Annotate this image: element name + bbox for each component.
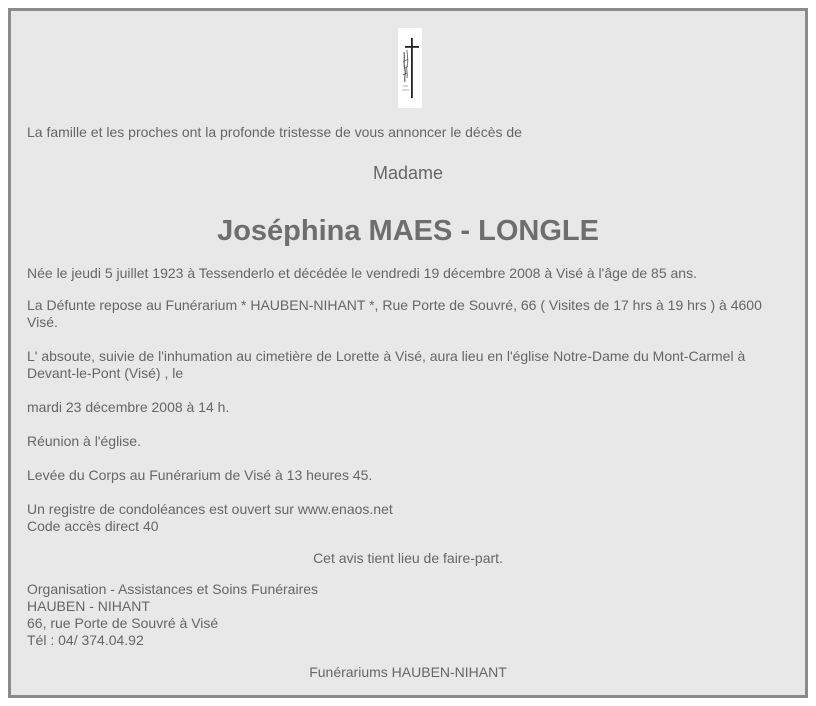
ceremony-text: L' absoute, suivie de l'inhumation au cimetière de Lorette à Visé, aura lieu en l'église Notre-Dame du Mont-Carmel à Devant-le-Pont (Visé) , le [27, 348, 746, 381]
rest-place-text: La Défunte repose au Funérarium * HAUBEN-NIHANT *, Rue Porte de Souvré, 66 ( Visites de 17 hrs à 19 hrs ) à 4600 Visé. [27, 297, 762, 330]
notice-text: Cet avis tient lieu de faire-part. [313, 550, 503, 566]
meeting-text: Réunion à l'église. [27, 433, 141, 449]
obituary-panel [8, 8, 808, 698]
intro-text: La famille et les proches ont la profonde tristesse de vous annoncer le décès de [27, 124, 522, 140]
registry-text: Un registre de condoléances est ouvert sur www.enaos.net [27, 501, 393, 517]
organisation-line-1: Organisation - Assistances et Soins Funéraires [27, 581, 319, 597]
cross-image [398, 28, 422, 108]
organisation-address: 66, rue Porte de Souvré à Visé [27, 615, 219, 631]
organisation-phone: Tél : 04/ 374.04.92 [27, 632, 144, 648]
organisation-line-2: HAUBEN - NIHANT [27, 598, 150, 614]
cross-icon [398, 28, 422, 108]
ceremony-date: mardi 23 décembre 2008 à 14 h. [27, 399, 230, 415]
deceased-name: Joséphina MAES - LONGLE [217, 215, 599, 247]
registry-code: Code accès direct 40 [27, 518, 159, 534]
title-prefix: Madame [372, 163, 444, 183]
body-lifting-text: Levée du Corps au Funérarium de Visé à 13 heures 45. [27, 467, 373, 483]
footer-text: Funérariums HAUBEN-NIHANT [309, 664, 507, 680]
birth-death-text: Née le jeudi 5 juillet 1923 à Tessenderlo et décédée le vendredi 19 décembre 2008 à Visé à l'âge de 85 ans. [27, 265, 697, 281]
